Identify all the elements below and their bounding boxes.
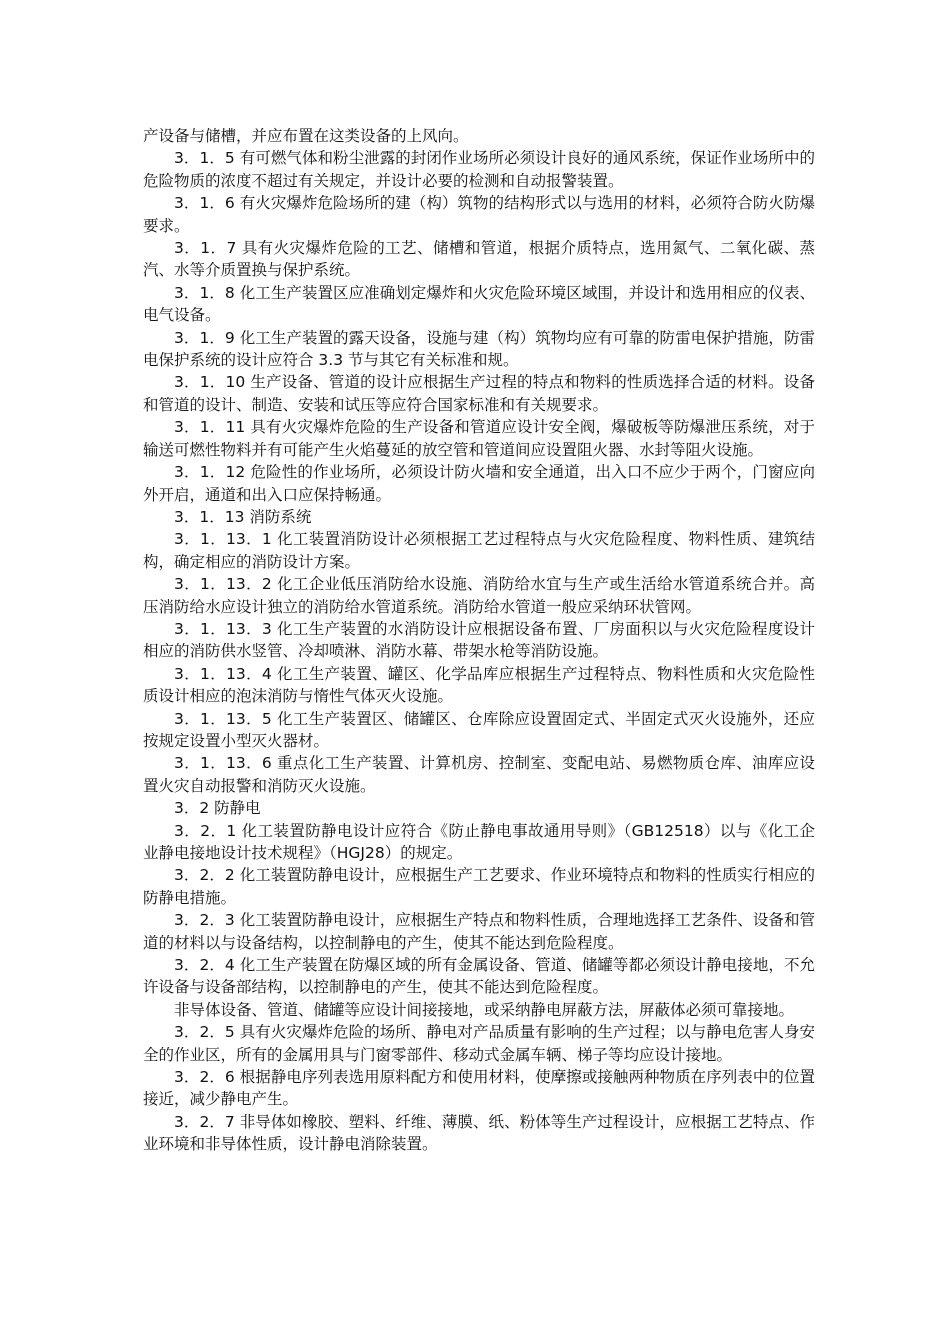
document-page — [143, 125, 815, 1156]
clause-3-2-4: 3．2．4 化工生产装置在防爆区域的所有金属设备、管道、储罐等都必须设计静电接地，不允许设备与设备部结构，以控制静电的产生，使其不能达到危险程度。 — [143, 956, 815, 997]
clause-3-1-12: 3．1．12 危险性的作业场所，必须设计防火墙和安全通道，出入口不应少于两个，门窗应向外开启，通道和出入口应保持畅通。 — [143, 463, 815, 504]
section-3-2-heading: 3．2 防静电 — [174, 799, 261, 818]
clause-3-2-5: 3．2．5 具有火灾爆炸危险的场所、静电对产品质量有影响的生产过程；以与静电危害人身安全的作业区，所有的金属用具与门窗零部件、移动式金属车辆、梯子等均应设计接地。 — [143, 1023, 815, 1064]
clause-3-1-13-2: 3．1．13．2 化工企业低压消防给水设施、消防给水宜与生产或生活给水管道系统合并。高压消防给水应设计独立的消防给水管道系统。消防给水管道一般应采纳环状管网。 — [143, 575, 815, 616]
clause-3-1-13-heading: 3．1．13 消防系统 — [174, 507, 312, 526]
clause-3-1-13-6: 3．1．13．6 重点化工生产装置、计算机房、控制室、变配电站、易燃物质仓库、油库应设置火灾自动报警和消防灭火设施。 — [143, 754, 815, 795]
clause-3-1-6: 3．1．6 有火灾爆炸危险场所的建（构）筑物的结构形式以与选用的材料，必须符合防火防爆要求。 — [143, 194, 815, 235]
clause-3-1-7: 3．1．7 具有火灾爆炸危险的工艺、储槽和管道，根据介质特点，选用氮气、二氧化碳、蒸汽、水等介质置换与保护系统。 — [143, 239, 815, 280]
clause-3-1-10: 3．1．10 生产设备、管道的设计应根据生产过程的特点和物料的性质选择合适的材料。设备和管道的设计、制造、安装和试压等应符合国家标准和有关规要求。 — [143, 373, 815, 414]
clause-3-2-4-note: 非导体设备、管道、储罐等应设计间接接地，或采纳静电屏蔽方法，屏蔽体必须可靠接地。 — [174, 1000, 795, 1019]
clause-3-1-13-4: 3．1．13．4 化工生产装置、罐区、化学品库应根据生产过程特点、物料性质和火灾危险性质设计相应的泡沫消防与惰性气体灭火设施。 — [143, 664, 815, 706]
clause-3-1-11: 3．1．11 具有火灾爆炸危险的生产设备和管道应设计安全阀，爆破板等防爆泄压系统，对于输送可燃性物料并有可能产生火焰蔓延的放空管和管道间应设置阻火器、水封等阻火设施。 — [143, 418, 815, 459]
clause-3-2-6: 3．2．6 根据静电序列表选用原料配方和使用材料，使摩擦或接触两种物质在序列表中的位置接近，减少静电产生。 — [143, 1068, 815, 1109]
clause-3-1-13-1: 3．1．13．1 化工装置消防设计必须根据工艺过程特点与火灾危险程度、物料性质、建筑结构，确定相应的消防设计方案。 — [143, 530, 815, 571]
clause-3-2-7: 3．2．7 非导体如橡胶、塑料、纤维、薄膜、纸、粉体等生产过程设计，应根据工艺特点、作业环境和非导体性质，设计静电消除装置。 — [143, 1112, 815, 1154]
clause-3-1-13-3: 3．1．13．3 化工生产装置的水消防设计应根据设备布置、厂房面积以与火灾危险程度设计相应的消防供水竖管、冷却喷淋、消防水幕、带架水枪等消防设施。 — [143, 619, 815, 661]
paragraph-continuation: 产设备与储槽，并应布置在这类设备的上风向。 — [143, 127, 469, 145]
clause-3-1-5: 3．1．5 有可燃气体和粉尘泄露的封闭作业场所必须设计良好的通风系统，保证作业场所中的危险物质的浓度不超过有关规定，并设计必要的检测和自动报警装置。 — [143, 149, 815, 190]
clause-3-2-3: 3．2．3 化工装置防静电设计，应根据生产特点和物料性质，合理地选择工艺条件、设备和管道的材料以与设备结构，以控制静电的产生，使其不能达到危险程度。 — [143, 911, 815, 952]
clause-3-2-1: 3．2．1 化工装置防静电设计应符合《防止静电事故通用导则》（GB12518）以与《化工企业静电接地设计技术规程》（HGJ28）的规定。 — [143, 821, 815, 862]
clause-3-1-8: 3．1．8 化工生产装置区应准确划定爆炸和火灾危险环境区域围，并设计和选用相应的仪表、电气设备。 — [143, 283, 815, 325]
clause-3-2-2: 3．2．2 化工装置防静电设计，应根据生产工艺要求、作业环境特点和物料的性质实行相应的防静电措施。 — [143, 866, 815, 907]
clause-3-1-13-5: 3．1．13．5 化工生产装置区、储罐区、仓库除应设置固定式、半固定式灭火设施外，还应按规定设置小型灭火器材。 — [143, 709, 815, 750]
clause-3-1-9: 3．1．9 化工生产装置的露天设备，设施与建（构）筑物均应有可靠的防雷电保护措施，防雷电保护系统的设计应符合 3.3 节与其它有关标准和规。 — [143, 328, 815, 370]
